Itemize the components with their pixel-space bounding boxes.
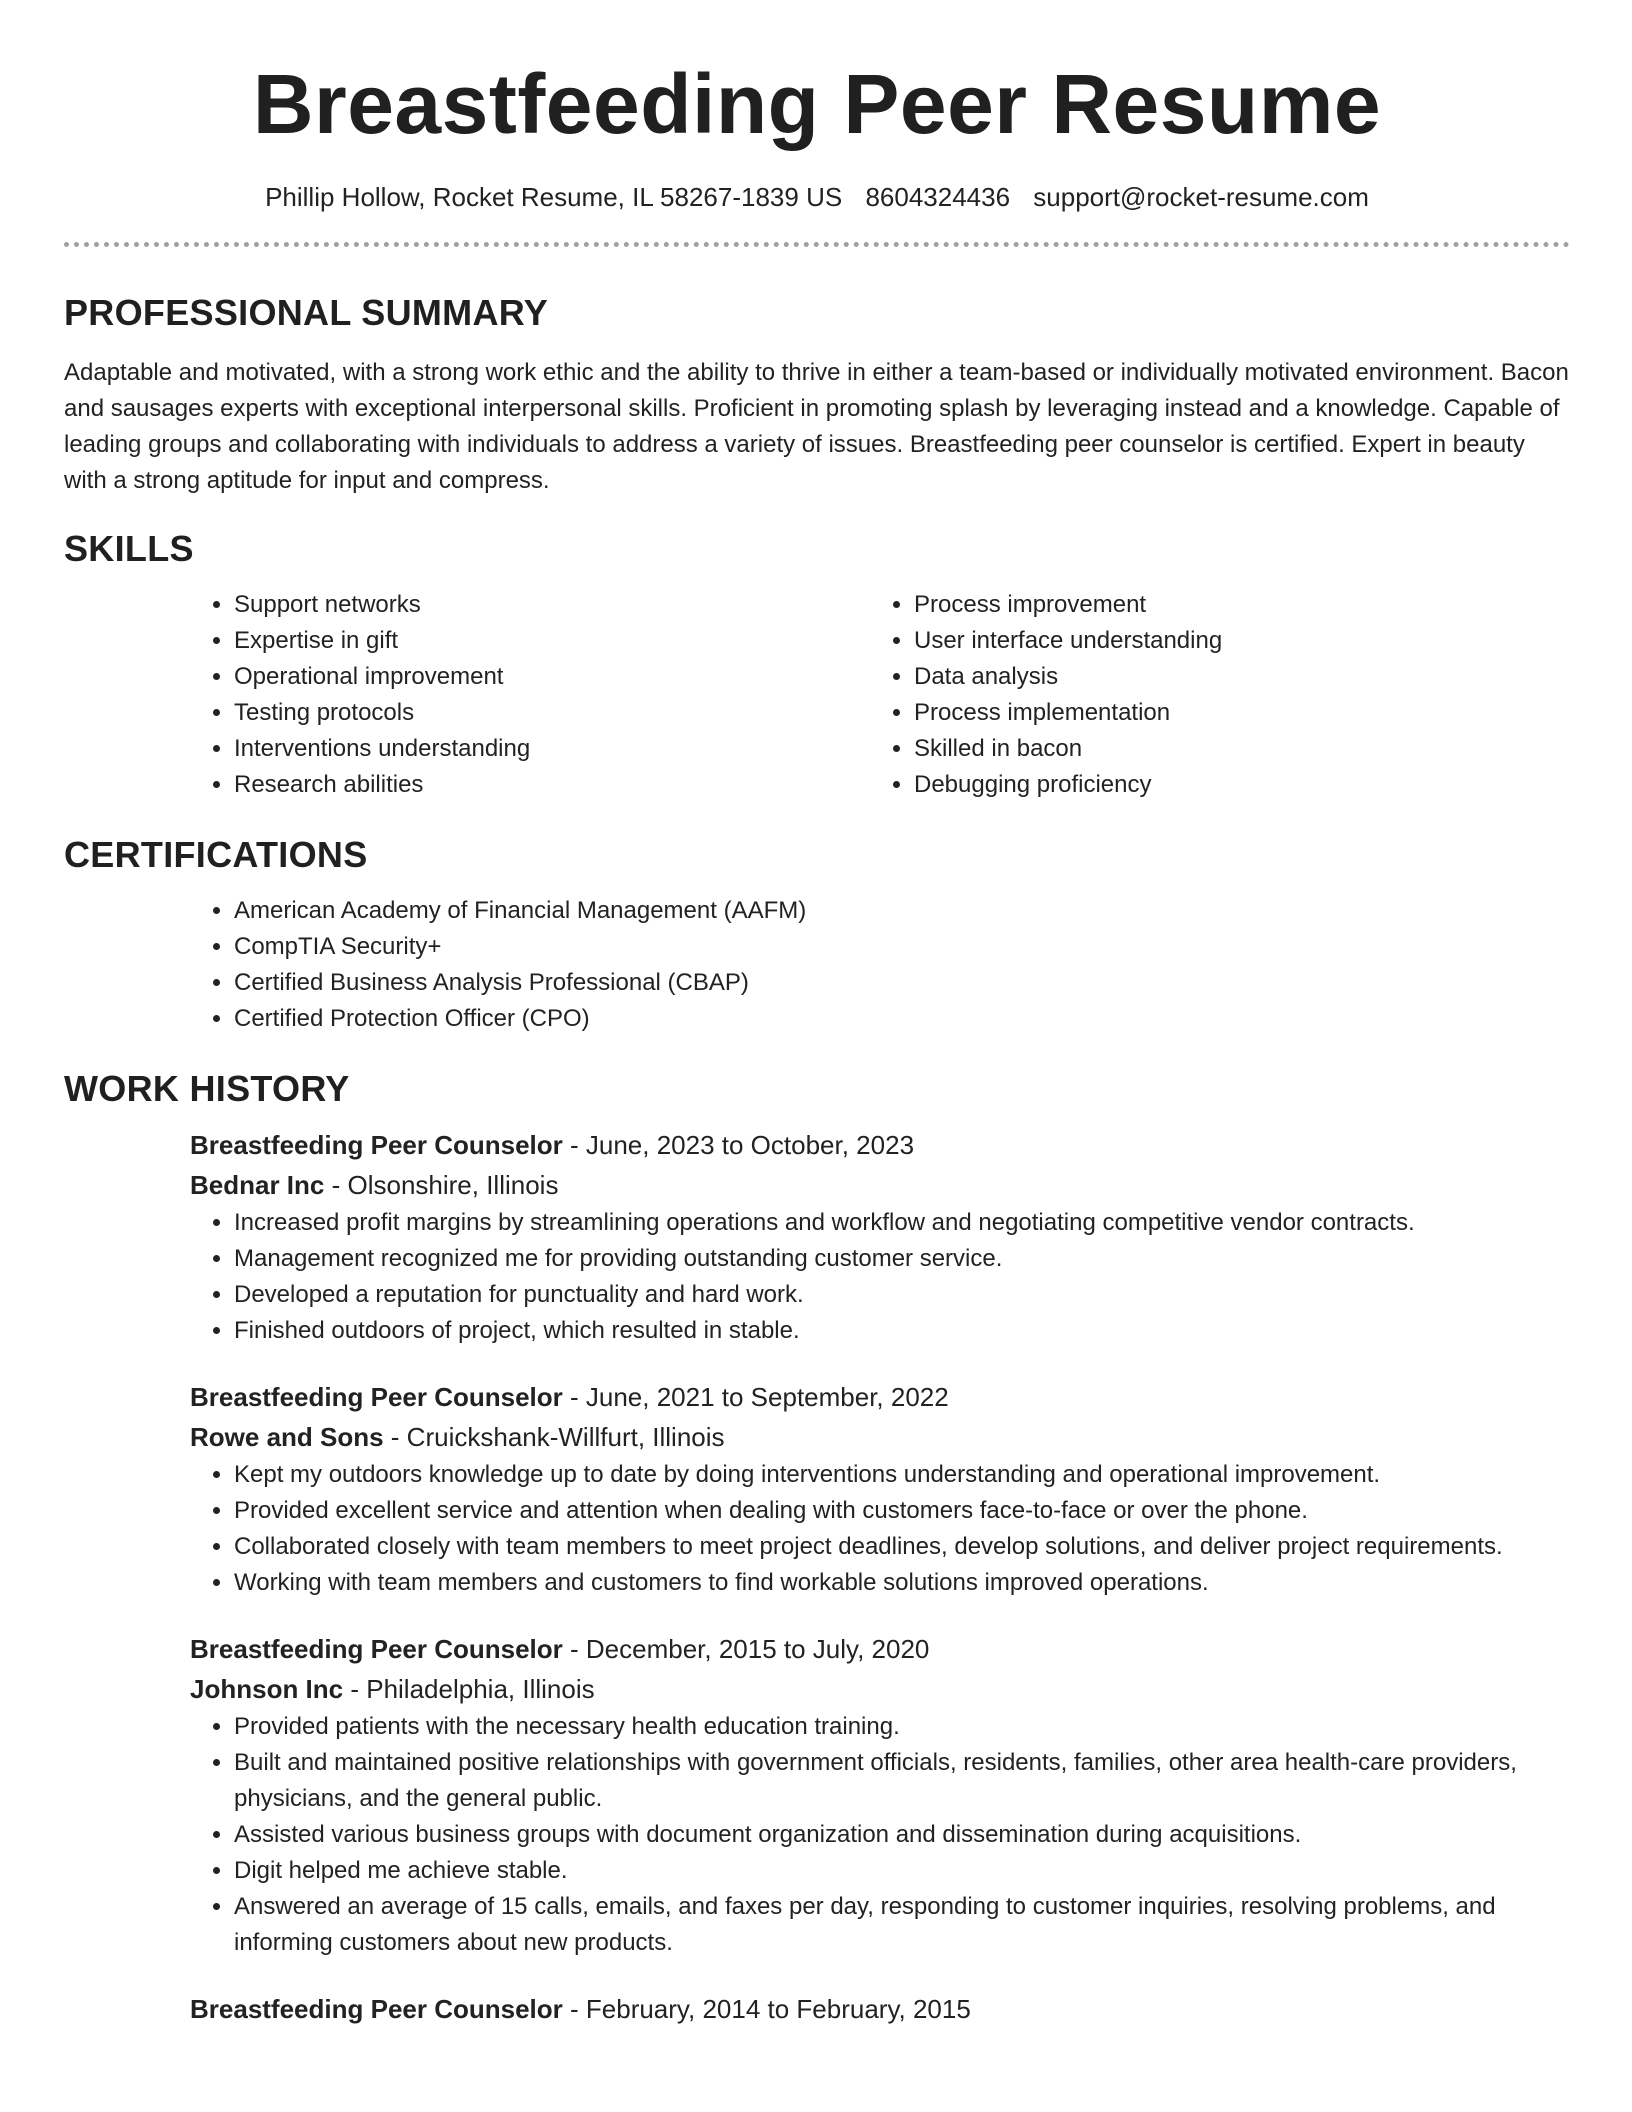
job-location: - Olsonshire, Illinois [324, 1170, 559, 1200]
job-bullet: • Provided excellent service and attention when dealing with customers face-to-face or over the phone. [234, 1493, 1570, 1529]
job-title-line [190, 1629, 1570, 1669]
job-entry [190, 1125, 1570, 1349]
job-company-line [190, 1417, 1570, 1457]
skill-item: • Expertise in gift [234, 623, 870, 659]
skill-item: • Testing protocols [234, 695, 870, 731]
skill-item: • Process improvement [914, 587, 1550, 623]
summary-heading: PROFESSIONAL SUMMARY [64, 292, 549, 333]
contact-email[interactable]: support@rocket-resume.com [1033, 182, 1369, 212]
job-title-line [190, 1989, 1570, 2029]
contact-line [64, 180, 1570, 214]
job-title: Breastfeeding Peer Counselor [190, 1382, 563, 1412]
job-bullet: • Collaborated closely with team members to meet project deadlines, develop solutions, and deliver project requirements. [234, 1529, 1570, 1565]
job-entry [190, 1989, 1570, 2029]
certification-item: • CompTIA Security+ [234, 929, 1570, 965]
job-title-line [190, 1377, 1570, 1417]
job-bullet: • Finished outdoors of project, which resulted in stable. [234, 1313, 1570, 1349]
job-title-line [190, 1125, 1570, 1165]
header-divider [64, 242, 1570, 247]
skills-right-column [870, 587, 1550, 803]
skills-heading: SKILLS [64, 528, 194, 569]
resume-page [64, 0, 1570, 2029]
certification-item: • Certified Protection Officer (CPO) [234, 1001, 1570, 1037]
skills-left-column [190, 587, 870, 803]
job-bullet: • Assisted various business groups with document organization and dissemination during acquisitions. [234, 1817, 1570, 1853]
work-history-heading: WORK HISTORY [64, 1068, 350, 1109]
certification-item: • Certified Business Analysis Professional (CBAP) [234, 965, 1570, 1001]
job-company-line [190, 1165, 1570, 1205]
job-location: - Cruickshank-Willfurt, Illinois [383, 1422, 725, 1452]
job-entry [190, 1629, 1570, 1961]
skill-item: • Operational improvement [234, 659, 870, 695]
job-bullet: • Management recognized me for providing outstanding customer service. [234, 1241, 1570, 1277]
job-company-line [190, 1669, 1570, 1709]
job-bullet: • Developed a reputation for punctuality and hard work. [234, 1277, 1570, 1313]
job-bullet: • Working with team members and customers to find workable solutions improved operations. [234, 1565, 1570, 1601]
job-dates: - February, 2014 to February, 2015 [562, 1994, 971, 2024]
job-bullet: • Digit helped me achieve stable. [234, 1853, 1570, 1889]
job-title: Breastfeeding Peer Counselor [190, 1994, 563, 2024]
job-bullet: • Provided patients with the necessary health education training. [234, 1709, 1570, 1745]
resume-title: Breastfeeding Peer Resume [252, 57, 1382, 151]
skill-item: • Data analysis [914, 659, 1550, 695]
certifications-list [190, 893, 1570, 1037]
job-bullet: • Increased profit margins by streamlining operations and workflow and negotiating competitive vendor contracts. [234, 1205, 1570, 1241]
job-dates: - June, 2021 to September, 2022 [562, 1382, 949, 1412]
job-company: Rowe and Sons [190, 1422, 384, 1452]
job-location: - Philadelphia, Illinois [343, 1674, 595, 1704]
job-title: Breastfeeding Peer Counselor [190, 1634, 563, 1664]
summary-text: Adaptable and motivated, with a strong work ethic and the ability to thrive in either a team-based or individually motivated environment. Bacon and sausages experts with exceptional interpersonal skills. Proficient in promoting splash by leveraging instead and a knowledge. Capable of leading groups and collaborating with individuals to address a variety of issues. Breastfeeding peer counselor is certified. Expert in beauty with a strong aptitude for input and compress. [64, 359, 1569, 494]
skill-item: • Debugging proficiency [914, 767, 1550, 803]
job-company: Bednar Inc [190, 1170, 325, 1200]
job-title: Breastfeeding Peer Counselor [190, 1130, 563, 1160]
skill-item: • Support networks [234, 587, 870, 623]
contact-address: Phillip Hollow, Rocket Resume, IL 58267-1839 US [265, 182, 843, 212]
certifications-heading: CERTIFICATIONS [64, 834, 368, 875]
job-bullet: • Kept my outdoors knowledge up to date by doing interventions understanding and operational improvement. [234, 1457, 1570, 1493]
skill-item: • Process implementation [914, 695, 1550, 731]
contact-phone: 8604324436 [865, 182, 1011, 212]
skill-item: • Research abilities [234, 767, 870, 803]
job-entry [190, 1377, 1570, 1601]
job-dates: - June, 2023 to October, 2023 [562, 1130, 915, 1160]
job-dates: - December, 2015 to July, 2020 [562, 1634, 930, 1664]
skill-item: • Interventions understanding [234, 731, 870, 767]
job-bullet: • Answered an average of 15 calls, emails, and faxes per day, responding to customer inquiries, resolving problems, and informing customers about new products. [234, 1889, 1570, 1961]
skill-item: • User interface understanding [914, 623, 1550, 659]
job-company: Johnson Inc [190, 1674, 344, 1704]
skill-item: • Skilled in bacon [914, 731, 1550, 767]
skills-list [190, 587, 1570, 803]
job-bullet: • Built and maintained positive relationships with government officials, residents, families, other area health-care providers, physicians, and the general public. [234, 1745, 1570, 1817]
certification-item: • American Academy of Financial Management (AAFM) [234, 893, 1570, 929]
